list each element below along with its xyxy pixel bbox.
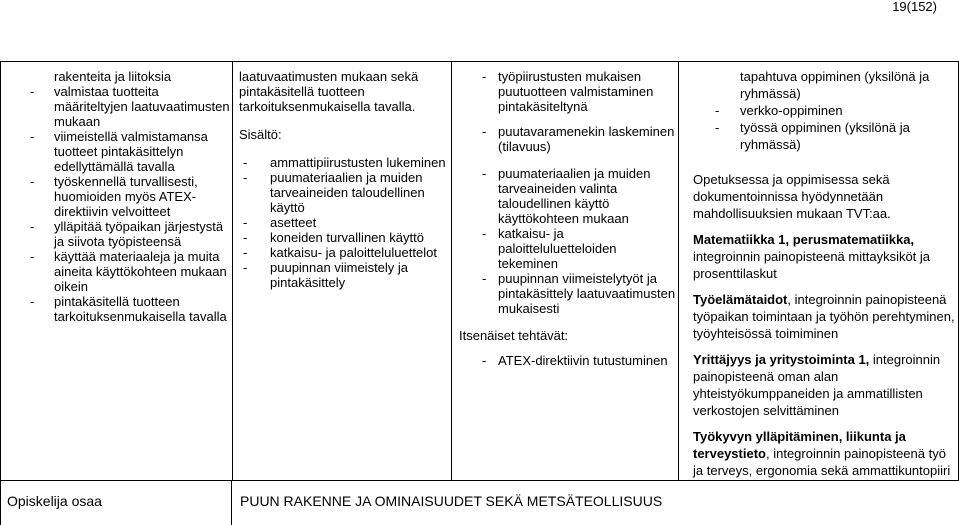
content-label: Sisältö: (239, 127, 282, 142)
list-item: rakenteita ja liitoksia (54, 69, 172, 84)
list-item: - ammattipiirustusten lukeminen (231, 155, 451, 170)
list-item: - asetteet (231, 215, 451, 230)
entrepreneurship-heading: Yrittäjyys ja yritystoiminta 1, (693, 352, 870, 367)
tvt-paragraph: Opetuksessa ja oppimisessa sekä dokumentoinnissa hyödynnetään mahdollisuuksien mukaan TVT:aa. (693, 172, 891, 221)
footer-left-text: Opiskelija osaa (7, 493, 102, 509)
list-item: - työpiirustusten mukaisen puutuotteen valmistaminen pintakäsiteltynä (451, 69, 678, 114)
column-tasks (451, 62, 679, 480)
table-footer-row (0, 480, 959, 525)
list-item: - viimeistellä valmistamansa tuotteet pintakäsittelyn edellyttämällä tavalla (1, 129, 232, 174)
list-item: - työskennellä turvallisesti, huomioiden myös ATEX-direktiivin velvoitteet (1, 174, 232, 219)
math-heading: Matematiikka 1, perusmatematiikka, (693, 232, 915, 247)
curriculum-table (0, 61, 959, 524)
entrepreneurship-paragraph (678, 351, 958, 419)
column-learning-goals (0, 62, 233, 480)
worklife-text: , integroinnin painopisteenä työpaikan toimintaan ja työhön perehtyminen, työyhteisössä toimiminen (693, 292, 955, 341)
list-item: - työssä oppiminen (yksilönä ja ryhmässä) (678, 119, 958, 153)
worklife-heading: Työelämätaidot (693, 292, 788, 307)
worklife-paragraph (678, 291, 958, 342)
methods-list (678, 102, 958, 153)
goals-list (1, 69, 232, 324)
footer-left-cell (0, 481, 232, 525)
methods-first-line: tapahtuva oppiminen (yksilönä ja ryhmässä) (740, 69, 930, 101)
wellbeing-heading-2: terveystieto (693, 446, 766, 461)
wellbeing-text: , integroinnin painopisteenä työ ja terveys, ergonomia sekä ammattikuntopiiri (693, 446, 951, 478)
list-item: - valmistaa tuotteita määriteltyjen laatuvaatimusten mukaan (1, 84, 232, 129)
tasks-list-top (451, 69, 678, 154)
list-item: - verkko-oppiminen (678, 102, 958, 119)
page-number: 19(152) (892, 0, 937, 14)
wellbeing-paragraph (678, 428, 958, 479)
list-item: - puutavaramenekin laskeminen (tilavuus) (451, 124, 678, 154)
footer-right-text: PUUN RAKENNE JA OMINAISUUDET SEKÄ METSÄTEOLLISUUS (240, 493, 663, 509)
tasks-list-mid (451, 166, 678, 316)
list-item: - pintakäsitellä tuotteen tarkoituksenmukaisella tavalla (1, 294, 232, 324)
entrepreneurship-text: integroinnin painopisteenä oman alan yhteistyökumppaneiden ja ammatillisten verkostojen selvittäminen (693, 352, 941, 418)
tasks-list-bottom (451, 353, 678, 368)
list-item: - käyttää materiaaleja ja muita aineita käyttökohteen mukaan oikein (1, 249, 232, 294)
content-list (231, 155, 451, 290)
math-text: integroinnin painopisteenä mittayksiköt ja prosenttilaskut (693, 249, 931, 281)
independent-tasks-label: Itsenäiset tehtävät: (459, 328, 569, 343)
column-content (231, 62, 452, 480)
column-methods (678, 62, 959, 480)
list-item: - katkaisu- ja paloitteluluettelot (231, 245, 451, 260)
list-item: - katkaisu- ja paloitteluluetteloiden tekeminen (451, 226, 678, 271)
list-item: - koneiden turvallinen käyttö (231, 230, 451, 245)
content-intro: laatuvaatimusten mukaan sekä pintakäsitellä tuotteen tarkoituksenmukaisella tavalla. (239, 69, 419, 114)
list-item: - puupinnan viimeistely ja pintakäsittely (231, 260, 451, 290)
list-item: - puumateriaalien ja muiden tarveaineiden taloudellinen käyttö (231, 170, 451, 215)
wellbeing-heading: Työkyvyn ylläpitäminen, liikunta ja (693, 429, 906, 444)
list-item: - ylläpitää työpaikan järjestystä ja siivota työpisteensä (1, 219, 232, 249)
list-item: - ATEX-direktiivin tutustuminen (451, 353, 678, 368)
list-item: - puupinnan viimeistelytyöt ja pintakäsittely laatuvaatimusten mukaisesti (451, 271, 678, 316)
list-item: - puumateriaalien ja muiden tarveaineiden valinta taloudellinen käyttö käyttökohteen mukaan (451, 166, 678, 226)
math-paragraph (678, 231, 958, 282)
